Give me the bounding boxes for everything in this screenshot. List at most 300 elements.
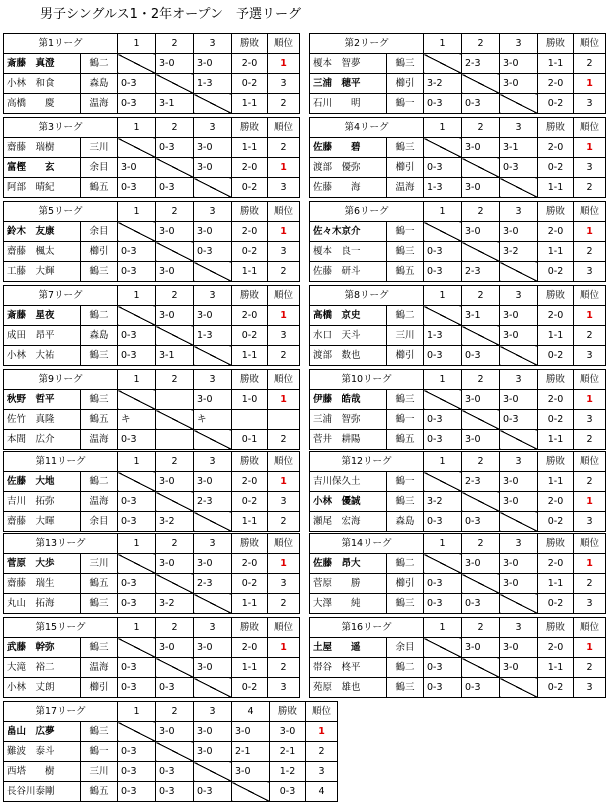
rank: 3 bbox=[574, 678, 606, 698]
match-result: 0-3 bbox=[118, 512, 156, 532]
match-result: 3-0 bbox=[194, 158, 232, 178]
match-result: 0-3 bbox=[424, 410, 462, 430]
player-name: 佐々木京介 bbox=[310, 222, 387, 242]
rank-header: 順位 bbox=[574, 118, 606, 138]
match-result: 2-3 bbox=[462, 262, 500, 282]
league-name: 第11リーグ bbox=[4, 452, 118, 472]
player-name: 高橋 京史 bbox=[310, 306, 387, 326]
rank: 1 bbox=[268, 306, 300, 326]
win-loss: 0-2 bbox=[232, 326, 268, 346]
league-header-row bbox=[4, 370, 300, 390]
match-result: 3-2 bbox=[500, 242, 538, 262]
win-loss: 0-2 bbox=[232, 74, 268, 94]
rank-header: 順位 bbox=[268, 286, 300, 306]
self-match-cell bbox=[424, 554, 462, 574]
win-loss: 3-0 bbox=[270, 722, 306, 742]
player-row bbox=[4, 594, 300, 614]
player-row bbox=[4, 722, 338, 742]
rank-header: 順位 bbox=[574, 618, 606, 638]
rank: 1 bbox=[268, 158, 300, 178]
rank-header: 順位 bbox=[268, 118, 300, 138]
match-result: 0-3 bbox=[118, 678, 156, 698]
game-column-header: 1 bbox=[118, 286, 156, 306]
game-column-header: 3 bbox=[194, 534, 232, 554]
match-result: 0-3 bbox=[462, 678, 500, 698]
league-name: 第12リーグ bbox=[310, 452, 424, 472]
player-school: 鶴三 bbox=[387, 594, 424, 614]
match-result: 0-3 bbox=[156, 678, 194, 698]
match-result: 0-3 bbox=[118, 430, 156, 450]
league-table bbox=[3, 533, 300, 614]
player-name: 伊藤 皓哉 bbox=[310, 390, 387, 410]
win-loss: 2-0 bbox=[538, 492, 574, 512]
match-result: 3-0 bbox=[156, 472, 194, 492]
win-loss: 2-0 bbox=[232, 554, 268, 574]
self-match-cell bbox=[462, 326, 500, 346]
game-column-header: 1 bbox=[118, 534, 156, 554]
rank: 3 bbox=[268, 492, 300, 512]
player-name: 秋野 哲平 bbox=[4, 390, 81, 410]
rank-header: 順位 bbox=[574, 452, 606, 472]
match-result: 1-3 bbox=[194, 74, 232, 94]
player-school: 櫛引 bbox=[387, 158, 424, 178]
player-row bbox=[4, 430, 300, 450]
player-row bbox=[310, 638, 606, 658]
player-row bbox=[4, 554, 300, 574]
player-row bbox=[4, 492, 300, 512]
rank: 3 bbox=[268, 74, 300, 94]
win-loss: 2-0 bbox=[232, 222, 268, 242]
game-column-header: 1 bbox=[424, 286, 462, 306]
rank-header: 順位 bbox=[268, 618, 300, 638]
win-loss: 0-2 bbox=[538, 262, 574, 282]
match-result: 3-0 bbox=[462, 138, 500, 158]
rank-header: 順位 bbox=[574, 370, 606, 390]
player-school: 鶴二 bbox=[387, 306, 424, 326]
rank: 2 bbox=[268, 94, 300, 114]
player-school: 鶴一 bbox=[387, 410, 424, 430]
player-school: 鶴三 bbox=[387, 390, 424, 410]
match-result: 3-0 bbox=[156, 554, 194, 574]
player-school: 森島 bbox=[387, 512, 424, 532]
game-column-header: 1 bbox=[424, 34, 462, 54]
match-result: 0-3 bbox=[118, 742, 156, 762]
self-match-cell bbox=[194, 594, 232, 614]
match-result: 3-1 bbox=[156, 346, 194, 366]
rank: 3 bbox=[574, 262, 606, 282]
self-match-cell bbox=[118, 222, 156, 242]
rank: 3 bbox=[574, 594, 606, 614]
league-header-row bbox=[4, 452, 300, 472]
player-row bbox=[4, 242, 300, 262]
game-column-header: 2 bbox=[462, 286, 500, 306]
rank: 3 bbox=[306, 762, 338, 782]
player-school: 鶴二 bbox=[81, 306, 118, 326]
player-school: 鶴一 bbox=[387, 94, 424, 114]
match-result: 3-2 bbox=[424, 492, 462, 512]
self-match-cell bbox=[194, 678, 232, 698]
win-loss: 0-2 bbox=[232, 178, 268, 198]
player-row bbox=[310, 472, 606, 492]
player-school: 鶴三 bbox=[81, 594, 118, 614]
rank: 1 bbox=[268, 390, 300, 410]
rank: 1 bbox=[574, 74, 606, 94]
win-loss: 0-2 bbox=[538, 594, 574, 614]
rank-header: 順位 bbox=[268, 202, 300, 222]
player-row bbox=[310, 390, 606, 410]
rank: 2 bbox=[574, 658, 606, 678]
player-name: 西塔 樹 bbox=[4, 762, 81, 782]
league-table bbox=[309, 533, 606, 614]
game-column-header: 1 bbox=[118, 34, 156, 54]
match-result: 0-3 bbox=[118, 782, 156, 802]
player-row bbox=[310, 594, 606, 614]
league-name: 第8リーグ bbox=[310, 286, 424, 306]
match-result: 0-3 bbox=[118, 346, 156, 366]
match-result: 0-3 bbox=[118, 492, 156, 512]
game-column-header: 2 bbox=[156, 534, 194, 554]
win-loss: 2-1 bbox=[270, 742, 306, 762]
match-result: 3-0 bbox=[462, 638, 500, 658]
league-table bbox=[3, 117, 300, 198]
game-column-header: 2 bbox=[156, 202, 194, 222]
win-loss: 2-0 bbox=[538, 306, 574, 326]
rank: 1 bbox=[306, 722, 338, 742]
player-row bbox=[310, 54, 606, 74]
game-column-header: 3 bbox=[500, 370, 538, 390]
league-name: 第1リーグ bbox=[4, 34, 118, 54]
game-column-header: 2 bbox=[462, 452, 500, 472]
match-result: 3-2 bbox=[156, 512, 194, 532]
league-name: 第17リーグ bbox=[4, 702, 118, 722]
game-column-header: 3 bbox=[194, 202, 232, 222]
league-name: 第16リーグ bbox=[310, 618, 424, 638]
win-loss: 2-0 bbox=[538, 638, 574, 658]
rank: 2 bbox=[574, 178, 606, 198]
game-column-header: 2 bbox=[156, 286, 194, 306]
win-loss: 0-2 bbox=[538, 512, 574, 532]
win-loss-header: 勝敗 bbox=[538, 202, 574, 222]
match-result: 0-3 bbox=[194, 782, 232, 802]
player-name: 吉川保久土 bbox=[310, 472, 387, 492]
game-column-header: 2 bbox=[156, 618, 194, 638]
player-school: 鶴五 bbox=[81, 410, 118, 430]
match-result: キ bbox=[118, 410, 156, 430]
league-name: 第5リーグ bbox=[4, 202, 118, 222]
player-school: 三川 bbox=[81, 554, 118, 574]
win-loss-header: 勝敗 bbox=[232, 370, 268, 390]
rank: 1 bbox=[574, 138, 606, 158]
game-column-header: 3 bbox=[500, 202, 538, 222]
player-name: 長谷川泰剛 bbox=[4, 782, 81, 802]
league-table bbox=[309, 201, 606, 282]
match-result: 3-0 bbox=[500, 222, 538, 242]
game-column-header: 3 bbox=[500, 534, 538, 554]
match-result: 3-0 bbox=[232, 722, 270, 742]
league-name: 第6リーグ bbox=[310, 202, 424, 222]
player-school: 余目 bbox=[81, 512, 118, 532]
self-match-cell bbox=[194, 512, 232, 532]
match-result: 3-0 bbox=[500, 554, 538, 574]
match-result: 3-0 bbox=[156, 262, 194, 282]
self-match-cell bbox=[118, 638, 156, 658]
player-school: 鶴三 bbox=[387, 242, 424, 262]
league-table bbox=[3, 33, 300, 114]
self-match-cell bbox=[156, 326, 194, 346]
game-column-header: 3 bbox=[194, 34, 232, 54]
self-match-cell bbox=[462, 242, 500, 262]
self-match-cell bbox=[462, 658, 500, 678]
match-result: 3-0 bbox=[156, 638, 194, 658]
self-match-cell bbox=[118, 390, 156, 410]
player-name: 鈴木 友康 bbox=[4, 222, 81, 242]
match-result: 0-3 bbox=[156, 138, 194, 158]
player-school: 鶴三 bbox=[387, 54, 424, 74]
player-school: 鶴五 bbox=[387, 430, 424, 450]
self-match-cell bbox=[462, 74, 500, 94]
player-row bbox=[4, 178, 300, 198]
rank-header: 順位 bbox=[268, 452, 300, 472]
league-header-row bbox=[4, 202, 300, 222]
game-column-header: 2 bbox=[156, 702, 194, 722]
self-match-cell bbox=[500, 346, 538, 366]
match-result: 3-0 bbox=[194, 722, 232, 742]
player-school: 鶴一 bbox=[387, 472, 424, 492]
self-match-cell bbox=[118, 472, 156, 492]
rank: 1 bbox=[574, 554, 606, 574]
player-school: 鶴三 bbox=[81, 262, 118, 282]
match-result: 0-3 bbox=[118, 242, 156, 262]
match-result: 3-0 bbox=[462, 390, 500, 410]
self-match-cell bbox=[194, 178, 232, 198]
player-school: 余目 bbox=[81, 222, 118, 242]
match-result: 0-3 bbox=[424, 430, 462, 450]
self-match-cell bbox=[118, 722, 156, 742]
win-loss: 0-2 bbox=[538, 410, 574, 430]
rank: 1 bbox=[574, 306, 606, 326]
player-name: 小林 丈朗 bbox=[4, 678, 81, 698]
win-loss-header: 勝敗 bbox=[538, 370, 574, 390]
league-header-row bbox=[310, 202, 606, 222]
self-match-cell bbox=[462, 158, 500, 178]
player-school: 余目 bbox=[387, 638, 424, 658]
player-name: 榎本 良一 bbox=[310, 242, 387, 262]
win-loss: 2-0 bbox=[232, 306, 268, 326]
player-row bbox=[310, 138, 606, 158]
match-result: 3-2 bbox=[424, 74, 462, 94]
win-loss: 1-1 bbox=[232, 512, 268, 532]
player-name: 佐藤 碧 bbox=[310, 138, 387, 158]
rank bbox=[268, 410, 300, 430]
player-name: 佐藤 大地 bbox=[4, 472, 81, 492]
player-school: 鶴二 bbox=[81, 54, 118, 74]
win-loss-header: 勝敗 bbox=[538, 618, 574, 638]
rank: 2 bbox=[268, 430, 300, 450]
match-result: 0-3 bbox=[500, 410, 538, 430]
match-result: 3-0 bbox=[500, 306, 538, 326]
rank: 3 bbox=[574, 346, 606, 366]
player-name: 菅原 大歩 bbox=[4, 554, 81, 574]
self-match-cell bbox=[156, 574, 194, 594]
rank: 2 bbox=[574, 430, 606, 450]
match-result: 3-0 bbox=[500, 472, 538, 492]
match-result: 3-0 bbox=[500, 492, 538, 512]
player-name: 渡部 優弥 bbox=[310, 158, 387, 178]
league-name: 第14リーグ bbox=[310, 534, 424, 554]
match-result: 3-0 bbox=[194, 472, 232, 492]
league-header-row bbox=[310, 370, 606, 390]
league-name: 第7リーグ bbox=[4, 286, 118, 306]
game-column-header: 1 bbox=[424, 370, 462, 390]
self-match-cell bbox=[118, 138, 156, 158]
league-header-row bbox=[310, 118, 606, 138]
match-result: 3-1 bbox=[500, 138, 538, 158]
game-column-header: 3 bbox=[500, 118, 538, 138]
league-header-row bbox=[4, 618, 300, 638]
match-result: 3-0 bbox=[118, 158, 156, 178]
player-row bbox=[310, 74, 606, 94]
player-school: 鶴三 bbox=[81, 346, 118, 366]
win-loss: 0-2 bbox=[538, 346, 574, 366]
self-match-cell bbox=[194, 94, 232, 114]
player-name: 三浦 穂平 bbox=[310, 74, 387, 94]
rank: 2 bbox=[574, 242, 606, 262]
league-header-row bbox=[310, 452, 606, 472]
self-match-cell bbox=[194, 762, 232, 782]
win-loss: 0-3 bbox=[270, 782, 306, 802]
player-row bbox=[4, 678, 300, 698]
self-match-cell bbox=[500, 430, 538, 450]
game-column-header: 3 bbox=[500, 286, 538, 306]
game-column-header: 3 bbox=[500, 34, 538, 54]
win-loss-header: 勝敗 bbox=[538, 534, 574, 554]
player-name: 帯谷 柊平 bbox=[310, 658, 387, 678]
league-table bbox=[309, 33, 606, 114]
league-header-row bbox=[4, 118, 300, 138]
win-loss: 2-0 bbox=[232, 158, 268, 178]
player-name: 佐藤 研斗 bbox=[310, 262, 387, 282]
match-result: 0-3 bbox=[424, 678, 462, 698]
page-title: 男子シングルス1・2年オープン 予選リーグ bbox=[40, 7, 302, 22]
league-table bbox=[3, 201, 300, 282]
player-name: 水口 天斗 bbox=[310, 326, 387, 346]
win-loss: 2-0 bbox=[538, 138, 574, 158]
rank: 2 bbox=[268, 512, 300, 532]
win-loss: 0-2 bbox=[232, 242, 268, 262]
rank: 1 bbox=[268, 472, 300, 492]
player-name: 榎本 智夢 bbox=[310, 54, 387, 74]
player-school: 三川 bbox=[81, 762, 118, 782]
player-row bbox=[4, 742, 338, 762]
match-result: 3-0 bbox=[462, 430, 500, 450]
league-header-row bbox=[310, 618, 606, 638]
match-result: 3-0 bbox=[500, 574, 538, 594]
player-name: 高橋 慶 bbox=[4, 94, 81, 114]
player-name: 佐藤 昂大 bbox=[310, 554, 387, 574]
player-school: 鶴五 bbox=[81, 178, 118, 198]
player-row bbox=[310, 658, 606, 678]
player-name: 渡部 数也 bbox=[310, 346, 387, 366]
match-result: 2-3 bbox=[462, 472, 500, 492]
self-match-cell bbox=[424, 54, 462, 74]
win-loss: 2-0 bbox=[538, 222, 574, 242]
player-name: 成田 昂平 bbox=[4, 326, 81, 346]
player-name: 佐竹 真隆 bbox=[4, 410, 81, 430]
win-loss: 2-0 bbox=[232, 638, 268, 658]
rank: 3 bbox=[268, 242, 300, 262]
game-column-header: 1 bbox=[424, 618, 462, 638]
rank-header: 順位 bbox=[268, 370, 300, 390]
player-name: 小林 大祐 bbox=[4, 346, 81, 366]
player-row bbox=[310, 678, 606, 698]
player-row bbox=[4, 138, 300, 158]
player-name: 三浦 智弥 bbox=[310, 410, 387, 430]
game-column-header: 1 bbox=[118, 370, 156, 390]
player-school: 鶴三 bbox=[81, 638, 118, 658]
player-name: 大滝 裕二 bbox=[4, 658, 81, 678]
match-result: 0-3 bbox=[118, 94, 156, 114]
player-row bbox=[310, 574, 606, 594]
win-loss-header: 勝敗 bbox=[232, 618, 268, 638]
player-school: 櫛引 bbox=[81, 242, 118, 262]
rank-header: 順位 bbox=[574, 34, 606, 54]
player-row bbox=[310, 222, 606, 242]
league-table bbox=[3, 369, 300, 450]
match-result: 3-0 bbox=[500, 658, 538, 678]
win-loss: 1-1 bbox=[538, 54, 574, 74]
player-row bbox=[4, 512, 300, 532]
win-loss bbox=[232, 410, 268, 430]
player-school: 森島 bbox=[81, 74, 118, 94]
win-loss-header: 勝敗 bbox=[538, 118, 574, 138]
player-name: 土屋 遥 bbox=[310, 638, 387, 658]
player-row bbox=[4, 346, 300, 366]
self-match-cell bbox=[500, 594, 538, 614]
player-school: 櫛引 bbox=[81, 678, 118, 698]
player-school: 櫛引 bbox=[387, 74, 424, 94]
rank: 2 bbox=[268, 262, 300, 282]
win-loss: 1-1 bbox=[538, 658, 574, 678]
rank-header: 順位 bbox=[306, 702, 338, 722]
player-name: 本間 広介 bbox=[4, 430, 81, 450]
rank: 1 bbox=[574, 222, 606, 242]
game-column-header: 2 bbox=[462, 118, 500, 138]
match-result: 1-3 bbox=[194, 326, 232, 346]
self-match-cell bbox=[118, 554, 156, 574]
game-column-header: 3 bbox=[194, 702, 232, 722]
rank: 3 bbox=[574, 158, 606, 178]
match-result: 3-0 bbox=[194, 306, 232, 326]
player-row bbox=[310, 512, 606, 532]
win-loss-header: 勝敗 bbox=[232, 202, 268, 222]
player-name: 小林 優誠 bbox=[310, 492, 387, 512]
league-name: 第13リーグ bbox=[4, 534, 118, 554]
win-loss: 1-1 bbox=[232, 94, 268, 114]
game-column-header: 3 bbox=[194, 286, 232, 306]
rank-header: 順位 bbox=[574, 534, 606, 554]
league-name: 第9リーグ bbox=[4, 370, 118, 390]
self-match-cell bbox=[424, 472, 462, 492]
match-result: 3-1 bbox=[462, 306, 500, 326]
win-loss-header: 勝敗 bbox=[232, 118, 268, 138]
self-match-cell bbox=[156, 74, 194, 94]
game-column-header: 1 bbox=[118, 702, 156, 722]
win-loss: 1-1 bbox=[538, 574, 574, 594]
player-name: 小林 和食 bbox=[4, 74, 81, 94]
self-match-cell bbox=[424, 390, 462, 410]
win-loss: 1-1 bbox=[232, 594, 268, 614]
win-loss-header: 勝敗 bbox=[270, 702, 306, 722]
